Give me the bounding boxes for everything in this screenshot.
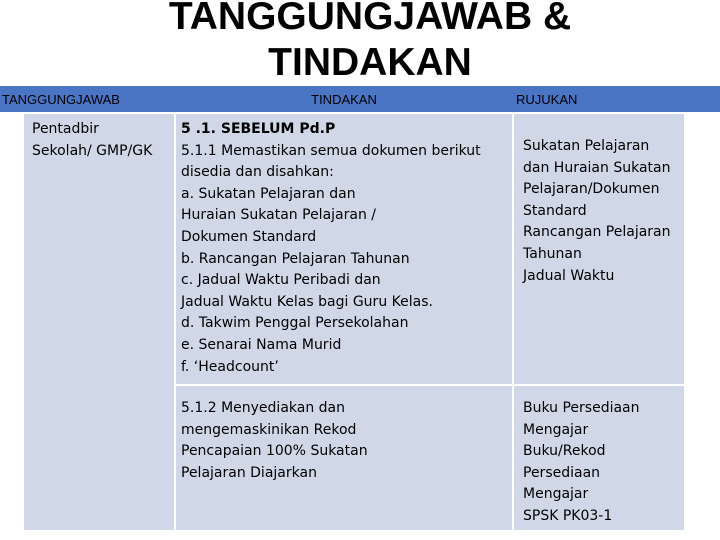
header-reference: RUJUKAN [516,92,578,107]
reference-line: Persediaan [523,464,601,481]
reference-cell-1 [514,114,684,384]
reference-line: Rancangan Pelajaran [523,224,671,241]
header-action: TINDAKAN [311,92,377,107]
page-title [100,0,640,86]
action-heading: 5 .1. SEBELUM Pd.P [181,121,336,137]
action-cell-1 [176,114,512,384]
action-cell-2 [176,386,512,530]
action-line: disedia dan disahkan: [181,164,334,181]
action-line: c. Jadual Waktu Peribadi dan [181,272,381,289]
action-line: b. Rancangan Pelajaran Tahunan [181,250,410,267]
responsibility-line: Sekolah/ GMP/GK [32,142,153,159]
header-responsibility: TANGGUNGJAWAB [2,92,120,107]
action-line: d. Takwim Penggal Persekolahan [181,315,409,332]
reference-line: Pelajaran/Dokumen [523,181,660,198]
reference-line: Standard [523,202,587,219]
action-line: Pelajaran Diajarkan [181,464,317,481]
action-line: mengemaskinikan Rekod [181,421,357,438]
reference-line: Mengajar [523,486,589,503]
action-line: a. Sukatan Pelajaran dan [181,185,356,202]
reference-line: Tahunan [523,245,582,262]
reference-line: Jadual Waktu [523,267,615,284]
action-line: e. Senarai Nama Murid [181,336,342,353]
action-line: 5.1.1 Memastikan semua dokumen berikut [181,142,481,159]
reference-line: Buku Persediaan [523,400,640,416]
title-line-2: TINDAKAN [268,41,472,84]
action-line: Dokumen Standard [181,228,317,245]
title-line-1: TANGGUNGJAWAB & [168,0,572,38]
reference-line: Buku/Rekod [523,443,606,460]
action-line: Huraian Sukatan Pelajaran / [181,207,376,224]
table-header [0,86,720,112]
reference-cell-2 [514,386,684,530]
reference-line: dan Huraian Sukatan [523,159,671,176]
reference-line: Sukatan Pelajaran [523,138,650,154]
action-line: Jadual Waktu Kelas bagi Guru Kelas. [181,293,433,310]
reference-line: SPSK PK03-1 [523,507,613,524]
responsibility-cell [24,114,174,530]
action-line: Pencapaian 100% Sukatan [181,443,368,460]
action-line: 5.1.2 Menyediakan dan [181,400,345,416]
responsibility-line: Pentadbir [32,121,99,137]
reference-line: Mengajar [523,421,589,438]
action-line: f. ‘Headcount’ [181,358,279,375]
